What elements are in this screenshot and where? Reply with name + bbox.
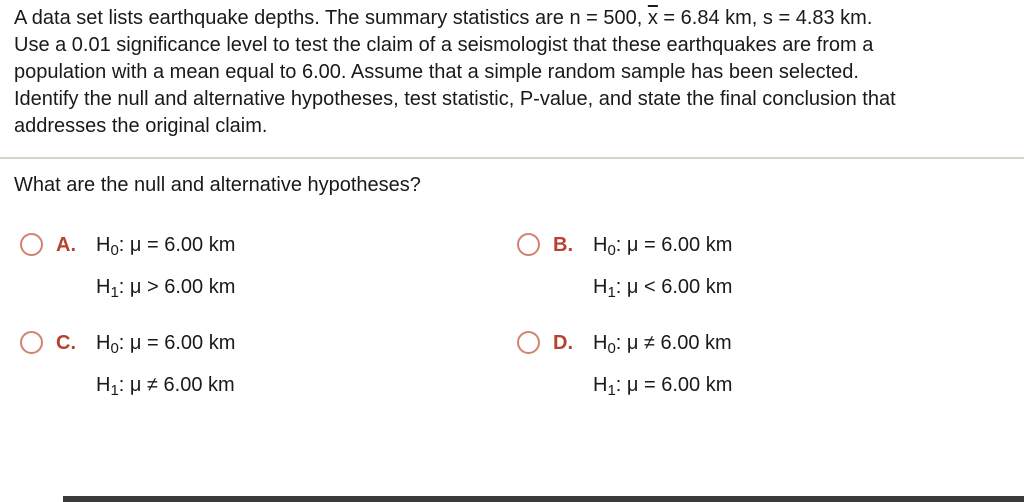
cropped-bottom-element-edge [63, 496, 1024, 502]
option-d-null-hypothesis [593, 325, 732, 367]
h0-base: H [593, 332, 608, 354]
option-c-alt-hypothesis [96, 367, 235, 409]
h1-expression: : μ > 6.00 km [118, 276, 236, 298]
option-a-radio-button[interactable] [20, 233, 43, 256]
h0-subscript: 0 [607, 340, 616, 357]
h0-base: H [593, 234, 608, 256]
problem-line-3: population with a mean equal to 6.00. Assume that a simple random sample has been selected. [14, 61, 859, 83]
h1-base: H [593, 374, 608, 396]
h1-expression: : μ < 6.00 km [615, 276, 733, 298]
option-d-alt-hypothesis [593, 367, 732, 409]
h0-subscript: 0 [607, 242, 616, 259]
option-a[interactable] [20, 227, 517, 311]
option-b[interactable] [517, 227, 732, 311]
h0-expression: : μ ≠ 6.00 km [615, 332, 732, 354]
h0-expression: : μ = 6.00 km [615, 234, 733, 256]
section-divider [0, 157, 1024, 159]
option-b-null-hypothesis [593, 227, 732, 269]
question-text: What are the null and alternative hypotheses? [14, 174, 421, 196]
option-b-radio-button[interactable] [517, 233, 540, 256]
h1-subscript: 1 [607, 382, 616, 399]
option-b-alt-hypothesis [593, 269, 732, 311]
h1-subscript: 1 [607, 284, 616, 301]
h1-expression: : μ ≠ 6.00 km [118, 374, 235, 396]
h1-base: H [96, 374, 111, 396]
problem-line-1-post: = 6.84 km, s = 4.83 km. [657, 7, 873, 29]
option-c-hypotheses [96, 325, 235, 409]
option-d-hypotheses [593, 325, 732, 409]
h0-expression: : μ = 6.00 km [118, 332, 236, 354]
problem-line-2: Use a 0.01 significance level to test the claim of a seismologist that these earthquakes are from a [14, 34, 874, 56]
problem-statement [14, 5, 896, 140]
x-bar-symbol: $\overline{x}$ [647, 7, 658, 29]
option-a-hypotheses [96, 227, 235, 311]
h1-base: H [96, 276, 111, 298]
h1-expression: : μ = 6.00 km [615, 374, 733, 396]
option-c-letter: C. [56, 332, 76, 354]
option-d-radio-button[interactable] [517, 331, 540, 354]
option-b-letter: B. [553, 234, 573, 256]
option-c-radio-button[interactable] [20, 331, 43, 354]
problem-line-4: Identify the null and alternative hypotheses, test statistic, P-value, and state the final conclusion that [14, 88, 896, 110]
option-a-null-hypothesis [96, 227, 235, 269]
h1-subscript: 1 [110, 284, 119, 301]
h0-subscript: 0 [110, 340, 119, 357]
option-c[interactable] [20, 325, 517, 409]
option-c-null-hypothesis [96, 325, 235, 367]
option-d-letter: D. [553, 332, 573, 354]
option-a-alt-hypothesis [96, 269, 235, 311]
h0-subscript: 0 [110, 242, 119, 259]
h0-expression: : μ = 6.00 km [118, 234, 236, 256]
h0-base: H [96, 234, 111, 256]
answer-options [20, 227, 732, 409]
option-b-hypotheses [593, 227, 732, 311]
problem-line-5: addresses the original claim. [14, 115, 268, 137]
option-a-letter: A. [56, 234, 76, 256]
option-d[interactable] [517, 325, 732, 409]
h1-subscript: 1 [110, 382, 119, 399]
problem-line-1-pre: A data set lists earthquake depths. The summary statistics are n = 500, [14, 7, 648, 29]
h1-base: H [593, 276, 608, 298]
h0-base: H [96, 332, 111, 354]
problem-line-1 [14, 5, 896, 32]
